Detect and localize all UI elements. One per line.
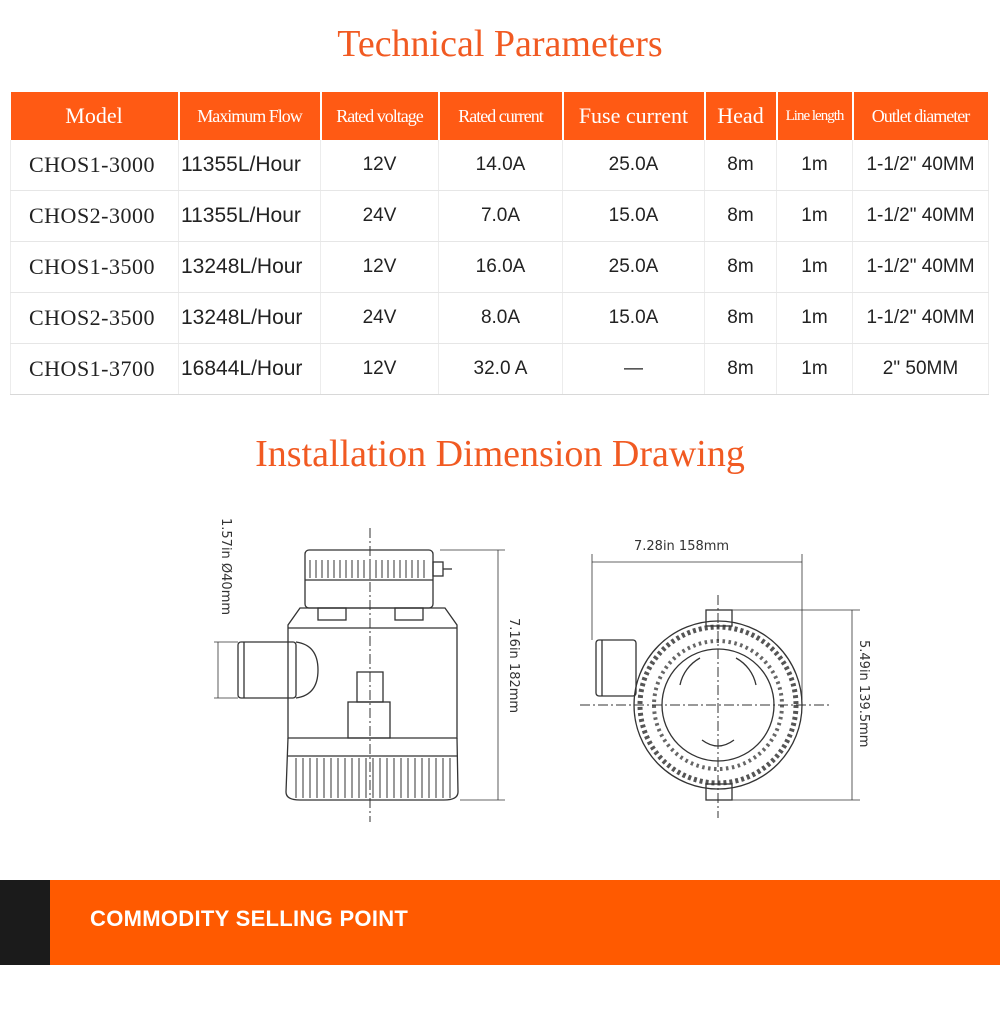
cell-rated-voltage: 24V: [321, 293, 439, 344]
cell-outlet-diameter: 1-1/2" 40MM: [853, 140, 989, 191]
cell-rated-voltage: 12V: [321, 242, 439, 293]
cell-head: 8m: [705, 191, 777, 242]
cell-max-flow: 13248L/Hour: [179, 293, 321, 344]
cell-line-length: 1m: [777, 344, 853, 395]
cell-model: CHOS1-3700: [11, 344, 179, 395]
width-dimension-label: 7.28in 158mm: [634, 539, 730, 554]
installation-drawing-title: Installation Dimension Drawing: [255, 433, 745, 475]
cell-rated-current: 32.0 A: [439, 344, 563, 395]
header-outlet-diameter: Outlet diameter: [853, 92, 989, 140]
depth-dimension-label: 5.49in 139.5mm: [856, 640, 871, 748]
cell-fuse-current: 25.0A: [563, 242, 705, 293]
header-fuse-current: Fuse current: [563, 92, 705, 140]
cell-outlet-diameter: 1-1/2" 40MM: [853, 242, 989, 293]
cell-fuse-current: 15.0A: [563, 191, 705, 242]
cell-head: 8m: [705, 293, 777, 344]
table-row: [11, 242, 989, 293]
table-row: [11, 344, 989, 395]
cell-model: CHOS2-3500: [11, 293, 179, 344]
cell-model: CHOS1-3000: [11, 140, 179, 191]
spec-table: [10, 92, 990, 395]
header-head: Head: [705, 92, 777, 140]
cell-outlet-diameter: 1-1/2" 40MM: [853, 293, 989, 344]
header-max-flow: Maximum Flow: [179, 92, 321, 140]
pump-side-view: [214, 528, 505, 822]
cell-rated-current: 8.0A: [439, 293, 563, 344]
cell-model: CHOS2-3000: [11, 191, 179, 242]
cell-max-flow: 13248L/Hour: [179, 242, 321, 293]
cell-max-flow: 16844L/Hour: [179, 344, 321, 395]
table-row: [11, 293, 989, 344]
cell-line-length: 1m: [777, 191, 853, 242]
cell-fuse-current: 25.0A: [563, 140, 705, 191]
cell-max-flow: 11355L/Hour: [179, 191, 321, 242]
cell-max-flow: 11355L/Hour: [179, 140, 321, 191]
cell-outlet-diameter: 2" 50MM: [853, 344, 989, 395]
cell-rated-voltage: 12V: [321, 344, 439, 395]
cell-rated-voltage: 12V: [321, 140, 439, 191]
cell-head: 8m: [705, 140, 777, 191]
cell-outlet-diameter: 1-1/2" 40MM: [853, 191, 989, 242]
header-rated-voltage: Rated voltage: [321, 92, 439, 140]
header-line-length: Line length: [777, 92, 853, 140]
cell-line-length: 1m: [777, 140, 853, 191]
cell-rated-current: 16.0A: [439, 242, 563, 293]
header-rated-current: Rated current: [439, 92, 563, 140]
banner-label: COMMODITY SELLING POINT: [90, 906, 409, 931]
header-model: Model: [11, 92, 179, 140]
cell-rated-current: 14.0A: [439, 140, 563, 191]
cell-model: CHOS1-3500: [11, 242, 179, 293]
height-dimension-label: 7.16in 182mm: [506, 618, 521, 714]
technical-parameters-title: Technical Parameters: [337, 23, 663, 65]
table-header-row: [11, 92, 989, 140]
cell-fuse-current: —: [563, 344, 705, 395]
cell-line-length: 1m: [777, 293, 853, 344]
cell-line-length: 1m: [777, 242, 853, 293]
pump-top-view: [580, 554, 860, 818]
cell-head: 8m: [705, 242, 777, 293]
table-row: [11, 140, 989, 191]
cell-head: 8m: [705, 344, 777, 395]
installation-dimension-drawing: [0, 500, 1000, 830]
cell-rated-voltage: 24V: [321, 191, 439, 242]
outlet-dimension-label: 1.57in Ø40mm: [218, 518, 233, 616]
cell-rated-current: 7.0A: [439, 191, 563, 242]
table-row: [11, 191, 989, 242]
banner-dark-strip: [0, 880, 50, 965]
cell-fuse-current: 15.0A: [563, 293, 705, 344]
